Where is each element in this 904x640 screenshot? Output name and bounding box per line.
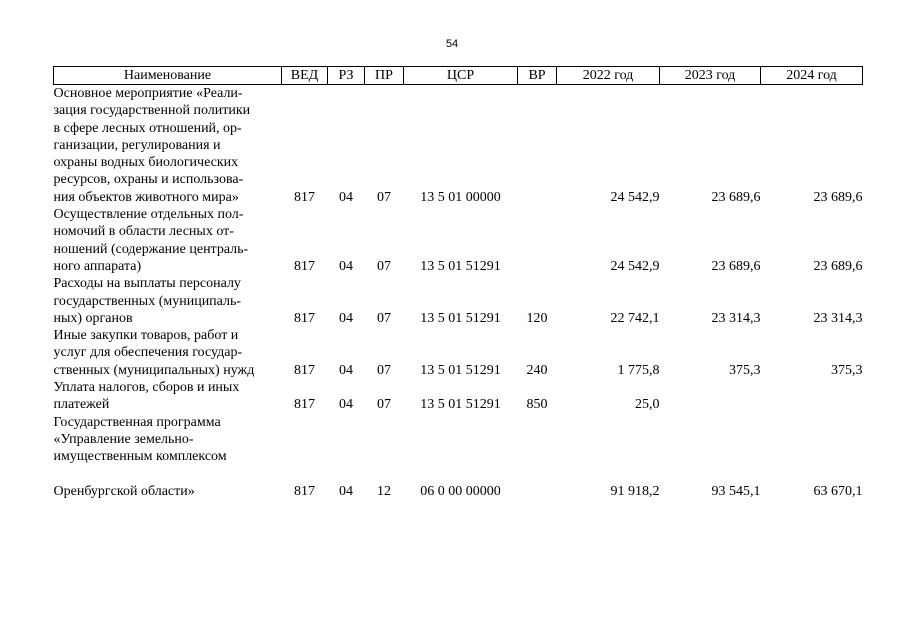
row-2024: 63 670,1 bbox=[813, 483, 863, 499]
row-ved: 817 bbox=[294, 310, 315, 326]
row-csr: 06 0 00 00000 bbox=[420, 483, 501, 499]
row-pr: 07 bbox=[377, 362, 391, 378]
row-vr bbox=[518, 414, 557, 500]
row-rz: 04 bbox=[339, 483, 353, 499]
row-rz: 04 bbox=[339, 189, 353, 205]
row-2024: 23 689,6 bbox=[813, 189, 863, 205]
row-2024 bbox=[761, 379, 863, 414]
row-2023: 23 689,6 bbox=[711, 258, 761, 274]
row-vr bbox=[518, 206, 557, 275]
row-name: Основное мероприятие «Реали- зация государственной политики в сфере лесных отношений, ор- ганизации, регулирования и охраны водных биологических ресурсов, охраны и использова- ния объектов животного мира» bbox=[53, 86, 251, 205]
header-name: Наименование bbox=[54, 67, 282, 85]
table-row bbox=[54, 414, 863, 500]
row-ved: 817 bbox=[294, 483, 315, 499]
row-name: Осуществление отдельных пол- номочий в области лесных от- ношений (содержание централь- ного аппарата) bbox=[53, 207, 249, 274]
row-name: Государственная программа «Управление земельно- имущественным комплексом Оренбургской области» bbox=[53, 414, 227, 499]
page-number: 54 bbox=[445, 38, 459, 50]
row-rz: 04 bbox=[339, 310, 353, 326]
row-2022: 91 918,2 bbox=[610, 483, 660, 499]
row-vr: 240 bbox=[526, 362, 548, 378]
row-name: Уплата налогов, сборов и иных платежей bbox=[53, 380, 240, 413]
row-2022: 22 742,1 bbox=[610, 310, 660, 326]
header-2023: 2023 год bbox=[660, 67, 761, 85]
row-csr: 13 5 01 00000 bbox=[420, 189, 501, 205]
row-csr: 13 5 01 51291 bbox=[420, 362, 501, 378]
budget-table bbox=[53, 66, 863, 500]
header-vr: ВР bbox=[518, 67, 557, 85]
row-2023: 23 314,3 bbox=[711, 310, 761, 326]
row-pr: 12 bbox=[377, 483, 391, 499]
row-2022: 25,0 bbox=[635, 397, 660, 413]
table-row bbox=[54, 275, 863, 327]
table-row bbox=[54, 379, 863, 414]
row-rz: 04 bbox=[339, 258, 353, 274]
row-2023: 23 689,6 bbox=[711, 189, 761, 205]
row-pr: 07 bbox=[377, 397, 391, 413]
header-ved: ВЕД bbox=[282, 67, 328, 85]
row-csr: 13 5 01 51291 bbox=[420, 258, 501, 274]
header-pr: ПР bbox=[365, 67, 404, 85]
row-vr bbox=[518, 85, 557, 207]
table-row bbox=[54, 327, 863, 379]
table-row bbox=[54, 206, 863, 275]
row-pr: 07 bbox=[377, 258, 391, 274]
row-name: Иные закупки товаров, работ и услуг для обеспечения государ- ственных (муниципальных) нужд bbox=[53, 328, 255, 378]
row-csr: 13 5 01 51291 bbox=[420, 397, 501, 413]
row-2022: 1 775,8 bbox=[617, 362, 660, 378]
row-2024: 23 689,6 bbox=[813, 258, 863, 274]
row-2023: 375,3 bbox=[729, 362, 761, 378]
row-2022: 24 542,9 bbox=[610, 189, 660, 205]
header-2022: 2022 год bbox=[557, 67, 660, 85]
table-header-row bbox=[54, 67, 863, 85]
row-ved: 817 bbox=[294, 397, 315, 413]
row-2022: 24 542,9 bbox=[610, 258, 660, 274]
row-name: Расходы на выплаты персоналу государственных (муниципаль- ных) органов bbox=[53, 276, 242, 326]
header-csr: ЦСР bbox=[404, 67, 518, 85]
row-2023 bbox=[660, 379, 761, 414]
row-rz: 04 bbox=[339, 362, 353, 378]
row-2024: 375,3 bbox=[831, 362, 863, 378]
row-rz: 04 bbox=[339, 397, 353, 413]
row-2024: 23 314,3 bbox=[813, 310, 863, 326]
row-vr: 120 bbox=[526, 310, 548, 326]
header-2024: 2024 год bbox=[761, 67, 863, 85]
row-ved: 817 bbox=[294, 362, 315, 378]
row-csr: 13 5 01 51291 bbox=[420, 310, 501, 326]
header-rz: РЗ bbox=[328, 67, 365, 85]
row-pr: 07 bbox=[377, 189, 391, 205]
row-2023: 93 545,1 bbox=[711, 483, 761, 499]
row-vr: 850 bbox=[526, 397, 548, 413]
table-row bbox=[54, 85, 863, 207]
row-pr: 07 bbox=[377, 310, 391, 326]
row-ved: 817 bbox=[294, 189, 315, 205]
row-ved: 817 bbox=[294, 258, 315, 274]
